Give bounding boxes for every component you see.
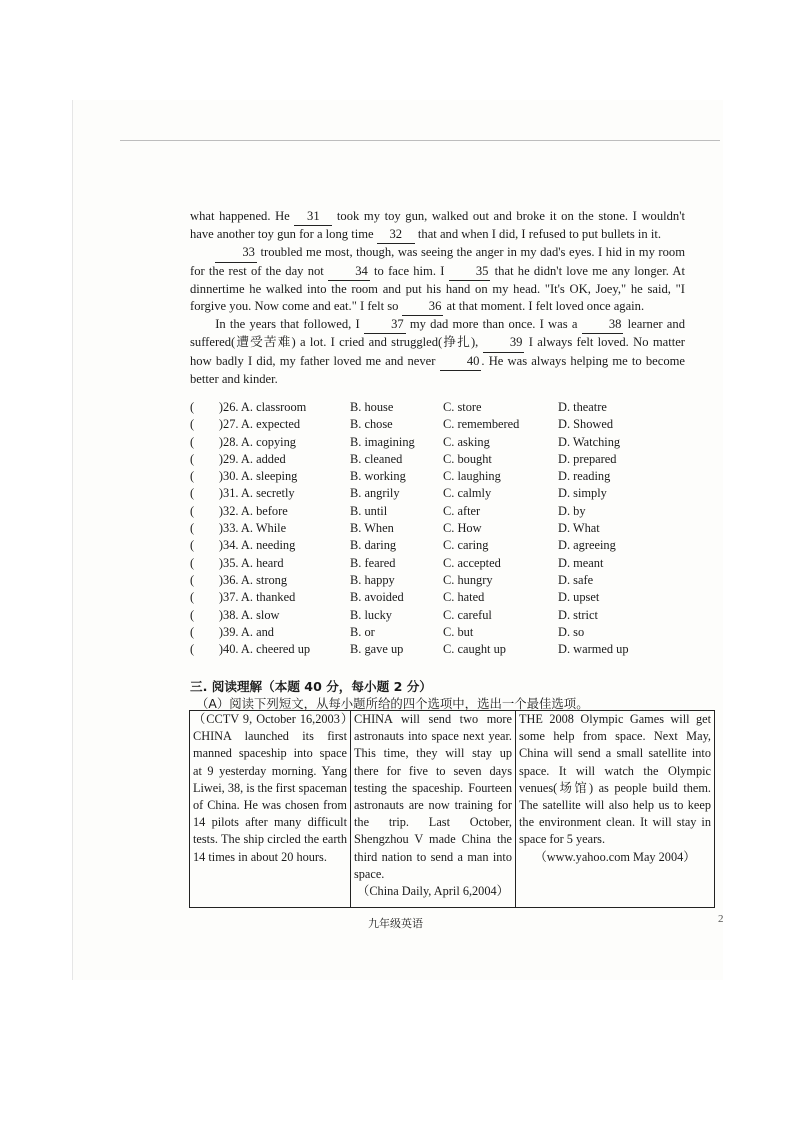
- news-body-cctv: （CCTV 9, October 16,2003）CHINA launched its first manned spaceship into space at 9 yesterday morning. Yang Liwei, 38, is the first spaceman of China. He was chosen from 14 pilots after many difficult tests. The ship circled the earth 14 times in about 20 hours.: [193, 712, 348, 864]
- news-source-yahoo: （www.yahoo.com May 2004）: [534, 849, 696, 864]
- news-body-china-daily: CHINA will send two more astronauts into space next year. This time, they will stay up there for five to seven days testing the spaceship. Fourteen astronauts are now training for the trip. Last October, Shengzhou V made China the third nation to send a man into space.: [354, 712, 512, 881]
- header-rule: [120, 140, 720, 141]
- option-row-40: ( )40. A. cheered up B. gave up C. caught up D. warmed up: [190, 642, 629, 657]
- option-row-34: ( )34. A. needing B. daring C. caring D. agreeing: [190, 538, 616, 553]
- news-row: [190, 711, 715, 908]
- passage-paragraph-2: 33 troubled me most, though, was seeing the anger in my dad's eyes. I hid in my room for the rest of the day not 34 to face him. I 35 that he didn't love me any longer. At dinnertime he walked into the room and put his hand on my head. "It's OK, Joey," he said, "I forgive you. Now come and eat." I felt so 36 at that moment. I felt loved once again.: [190, 244, 685, 316]
- option-row-38: ( )38. A. slow B. lucky C. careful D. strict: [190, 607, 598, 622]
- option-row-27: ( )27. A. expected B. chose C. remembered D. Showed: [190, 417, 614, 432]
- answer-options: [190, 399, 710, 658]
- blank-40: 40: [440, 353, 482, 371]
- option-row-31: ( )31. A. secretly B. angrily C. calmly D. simply: [190, 486, 607, 501]
- blank-39: 39: [483, 334, 525, 352]
- page-footer: 九年级英语: [368, 917, 423, 930]
- option-row-30: ( )30. A. sleeping B. working C. laughing D. reading: [190, 469, 611, 484]
- blank-33: 33: [215, 244, 257, 262]
- option-row-35: ( )35. A. heard B. feared C. accepted D. meant: [190, 555, 604, 570]
- passage-paragraph-1: what happened. He 31 took my toy gun, walked out and broke it on the stone. I wouldn't have another toy gun for a long time 32 that and when I did, I refused to put bullets in it.: [190, 208, 685, 244]
- blank-35: 35: [449, 263, 491, 281]
- option-row-26: ( )26. A. classroom B. house C. store D. theatre: [190, 400, 607, 414]
- blank-31: 31: [294, 208, 332, 226]
- section-instruction: （A）阅读下列短文，从每小题所给的四个选项中，选出一个最佳选项。: [196, 696, 589, 711]
- news-body-yahoo: THE 2008 Olympic Games will get some help from space. Next May, China will send a small satellite into space. It will watch the Olympic venues(场馆) as people build them. The satellite will also help us to keep the environment clean. It will stay in space for 5 years.: [519, 712, 711, 847]
- blank-36: 36: [402, 298, 444, 316]
- option-row-37: ( )37. A. thanked B. avoided C. hated D. upset: [190, 590, 600, 605]
- news-table: [189, 710, 715, 908]
- news-cell-china-daily: [351, 711, 516, 908]
- option-row-29: ( )29. A. added B. cleaned C. bought D. prepared: [190, 451, 617, 466]
- option-row-33: ( )33. A. While B. When C. How D. What: [190, 521, 600, 536]
- section-heading: 三. 阅读理解（本题 40 分，每小题 2 分）: [190, 679, 432, 694]
- option-row-28: ( )28. A. copying B. imagining C. asking D. Watching: [190, 434, 621, 449]
- blank-37: 37: [364, 316, 406, 334]
- option-row-39: ( )39. A. and B. or C. but D. so: [190, 624, 585, 639]
- blank-38: 38: [582, 316, 624, 334]
- option-row-36: ( )36. A. strong B. happy C. hungry D. safe: [190, 572, 594, 587]
- news-source-china-daily: （China Daily, April 6,2004）: [357, 884, 509, 899]
- page-number: 2: [718, 913, 724, 925]
- news-cell-yahoo: [516, 711, 715, 908]
- news-cell-cctv: [190, 711, 351, 908]
- cloze-passage: [190, 208, 685, 388]
- passage-paragraph-3: In the years that followed, I 37 my dad more than once. I was a 38 learner and suffered(遭受苦难) a lot. I cried and struggled(挣扎), 39 I always felt loved. No matter how badly I did, my father loved me and never 40 . He was always helping me to become better and kinder.: [190, 317, 685, 386]
- blank-32: 32: [377, 226, 415, 244]
- option-row-32: ( )32. A. before B. until C. after D. by: [190, 503, 586, 518]
- blank-34: 34: [328, 263, 370, 281]
